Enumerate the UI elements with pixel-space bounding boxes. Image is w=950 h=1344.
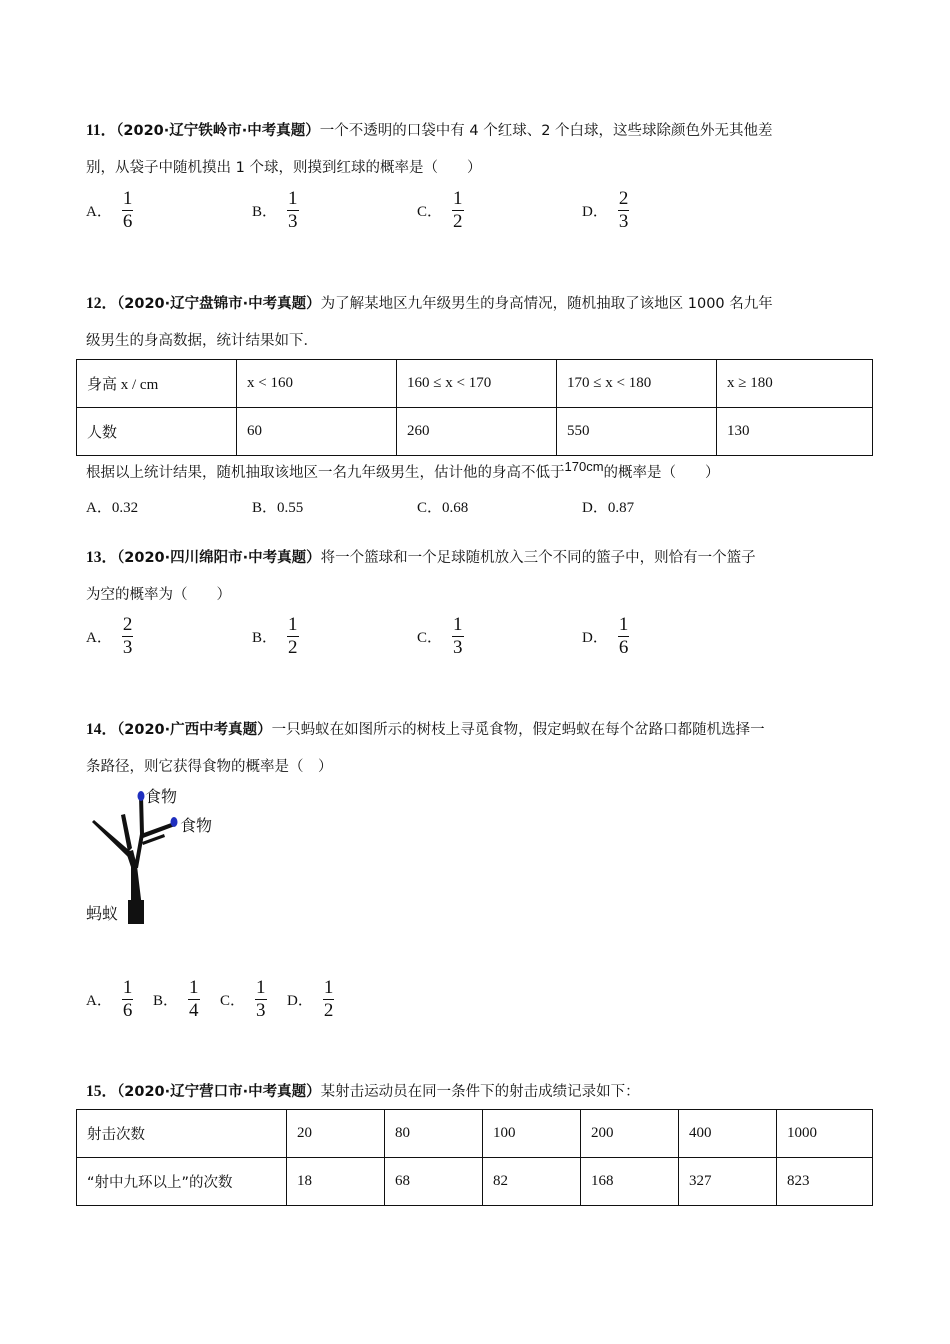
- option-label: C．: [220, 993, 246, 1009]
- q12-source: （2020·辽宁盘锦市·中考真题）: [117, 296, 321, 312]
- q13-option-a[interactable]: [86, 614, 133, 659]
- fraction: $\frac{1}{3}$: [256, 977, 266, 1021]
- tree-base: [128, 900, 144, 924]
- q12-number: 12．: [86, 295, 118, 312]
- table-cell: 1000: [777, 1110, 873, 1158]
- table-cell: “射中九环以上”的次数: [77, 1158, 287, 1206]
- table-cell: 人数: [77, 408, 237, 456]
- q12-followup-sup: 170cm: [564, 459, 604, 474]
- q12-height-table: [76, 359, 873, 456]
- food-dot-icon: [171, 817, 178, 827]
- q14-source: （2020·广西中考真题）: [117, 722, 272, 738]
- q11-option-b[interactable]: [252, 188, 299, 233]
- food-label-2: 食物: [180, 816, 213, 835]
- fraction: $\frac{1}{4}$: [189, 977, 199, 1021]
- q13-option-b[interactable]: [252, 614, 299, 659]
- q14-option-a[interactable]: [86, 977, 133, 1022]
- q12-followup-post: 的概率是（ ）: [603, 465, 720, 481]
- option-label: C．: [417, 630, 443, 646]
- fraction: $\frac{2}{3}$: [618, 188, 629, 232]
- fraction: $\frac{1}{2}$: [453, 188, 463, 232]
- option-label: A．: [86, 993, 112, 1009]
- table-cell: 68: [385, 1158, 483, 1206]
- table-row: [77, 1110, 873, 1158]
- food-label-1: 食物: [145, 787, 178, 806]
- table-cell: 82: [483, 1158, 581, 1206]
- table-cell: 160 ≤ x < 170: [397, 360, 557, 408]
- q14-option-c[interactable]: [220, 977, 267, 1022]
- q11-line-2: [86, 156, 481, 177]
- table-cell: 60: [237, 408, 397, 456]
- q13-option-c[interactable]: [417, 614, 464, 659]
- table-cell: 130: [717, 408, 873, 456]
- q13-source: （2020·四川绵阳市·中考真题）: [117, 550, 321, 566]
- tree-right-branch: [134, 796, 144, 868]
- option-label: D．: [582, 630, 608, 646]
- table-cell: 身高 x / cm: [77, 360, 237, 408]
- q13-option-d[interactable]: [582, 614, 629, 659]
- table-cell: 200: [581, 1110, 679, 1158]
- table-cell: 550: [557, 408, 717, 456]
- table-cell: 327: [679, 1158, 777, 1206]
- table-cell: x < 160: [237, 360, 397, 408]
- option-label: C．: [417, 500, 443, 516]
- fraction: $\frac{1}{3}$: [288, 188, 298, 232]
- option-value: 0.55: [277, 500, 304, 516]
- fraction: $\frac{1}{6}$: [122, 188, 133, 232]
- option-value: 0.87: [607, 500, 635, 516]
- table-row: [77, 360, 873, 408]
- option-label: B．: [252, 630, 278, 646]
- fraction: $\frac{1}{3}$: [453, 614, 463, 658]
- q11-option-a[interactable]: [86, 188, 133, 233]
- q11-number: 11．: [86, 122, 117, 139]
- q12-followup-pre: 根据以上统计结果，随机抽取该地区一名九年级男生，估计他的身高不低于: [86, 465, 565, 481]
- q11-option-d[interactable]: [582, 188, 629, 233]
- option-label: A．: [86, 630, 112, 646]
- option-value: 0.32: [111, 500, 139, 516]
- table-cell: 80: [385, 1110, 483, 1158]
- q13-line-1: [86, 545, 756, 567]
- fraction: $\frac{1}{6}$: [122, 977, 133, 1021]
- q12-option-a[interactable]: [86, 496, 138, 517]
- option-label: A．: [86, 204, 112, 220]
- option-label: D．: [582, 204, 608, 220]
- table-cell: 18: [287, 1158, 385, 1206]
- q11-text-1: 一个不透明的口袋中有 4 个红球、2 个白球，这些球除颜色外无其他差: [319, 123, 773, 139]
- option-label: B．: [252, 204, 278, 220]
- food-dot-icon: [138, 791, 145, 801]
- table-cell: 260: [397, 408, 557, 456]
- fraction: $\frac{1}{6}$: [618, 614, 629, 658]
- q12-followup-text: [86, 461, 720, 482]
- ant-label: 蚂蚁: [86, 904, 119, 923]
- fraction: $\frac{1}{2}$: [323, 977, 334, 1021]
- fraction: $\frac{2}{3}$: [122, 614, 133, 658]
- q14-text-2: 条路径，则它获得食物的概率是（ ）: [86, 759, 333, 775]
- table-row: [77, 408, 873, 456]
- q12-line-1: [86, 291, 773, 313]
- option-label: C．: [417, 204, 443, 220]
- option-label: D．: [287, 993, 313, 1009]
- q12-option-c[interactable]: [417, 496, 468, 517]
- q11-option-c[interactable]: [417, 188, 464, 233]
- table-cell: 823: [777, 1158, 873, 1206]
- q12-option-d[interactable]: [582, 496, 634, 517]
- tree-sub-branch: [141, 822, 175, 838]
- table-cell: x ≥ 180: [717, 360, 873, 408]
- q14-text-1: 一只蚂蚁在如图所示的树枝上寻觅食物，假定蚂蚁在每个岔路口都随机选择一: [271, 722, 765, 738]
- q15-source: （2020·辽宁营口市·中考真题）: [117, 1084, 321, 1100]
- q14-line-2: [86, 755, 333, 776]
- q11-line-1: [86, 118, 773, 140]
- table-cell: 170 ≤ x < 180: [557, 360, 717, 408]
- q13-line-2: [86, 583, 231, 604]
- q13-text-2: 为空的概率为（ ）: [86, 587, 231, 603]
- table-cell: 168: [581, 1158, 679, 1206]
- table-cell: 400: [679, 1110, 777, 1158]
- fraction: $\frac{1}{2}$: [288, 614, 298, 658]
- q15-text-1: 某射击运动员在同一条件下的射击成绩记录如下：: [320, 1084, 640, 1100]
- q11-text-2: 别，从袋子中随机摸出 1 个球，则摸到红球的概率是（ ）: [86, 160, 482, 176]
- q13-number: 13．: [86, 549, 118, 566]
- q15-number: 15．: [86, 1083, 118, 1100]
- option-value: 0.68: [442, 500, 469, 516]
- option-label: A．: [86, 500, 112, 516]
- q14-number: 14．: [86, 721, 118, 738]
- q12-text-1: 为了解某地区九年级男生的身高情况，随机抽取了该地区 1000 名九年: [320, 296, 773, 312]
- q14-option-d[interactable]: [287, 977, 334, 1022]
- q12-option-b[interactable]: [252, 496, 303, 517]
- option-label: D．: [582, 500, 608, 516]
- table-row: [77, 1158, 873, 1206]
- q13-text-1: 将一个篮球和一个足球随机放入三个不同的篮子中，则恰有一个篮子: [320, 550, 756, 566]
- q15-shooting-table: [76, 1109, 873, 1206]
- q12-line-2: [86, 329, 318, 350]
- table-cell: 射击次数: [77, 1110, 287, 1158]
- q12-text-2: 级男生的身高数据，统计结果如下．: [86, 333, 318, 349]
- table-cell: 100: [483, 1110, 581, 1158]
- q11-source: （2020·辽宁铁岭市·中考真题）: [116, 123, 320, 139]
- table-cell: 20: [287, 1110, 385, 1158]
- option-label: B．: [153, 993, 179, 1009]
- q14-option-b[interactable]: [153, 977, 200, 1022]
- q15-line-1: [86, 1079, 640, 1101]
- q14-line-1: [86, 717, 765, 739]
- option-label: B．: [252, 500, 278, 516]
